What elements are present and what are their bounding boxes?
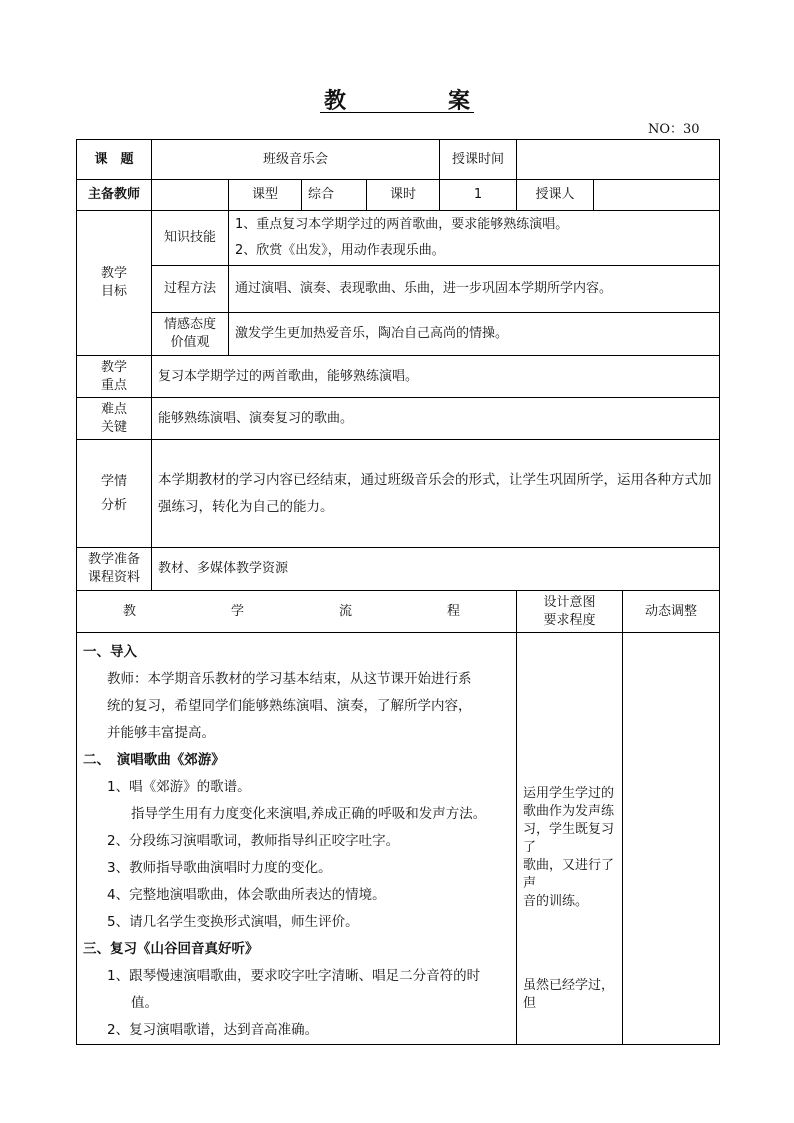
flow-item: 1、唱《郊游》的歌谱。 [107, 779, 251, 795]
flow-header-char: 学 [231, 603, 245, 619]
intent-header-line: 要求程度 [543, 612, 596, 628]
flow-header-char: 教 [123, 603, 137, 619]
knowledge-line: 2、欣赏《出发》，用动作表现乐曲。 [235, 243, 445, 258]
time-value [517, 140, 720, 180]
lesson-plan-table [76, 139, 720, 1045]
key-label-line: 重点 [100, 377, 127, 393]
prep-row [77, 548, 720, 591]
flow-header-chars [83, 603, 510, 621]
key-points-row [77, 356, 720, 398]
subject-label: 课 题 [77, 140, 152, 180]
prep-label [77, 548, 152, 591]
flow-item-cont: 值。 [131, 995, 158, 1011]
difficulty-text: 能够熟练演唱、演奏复习的歌曲。 [152, 398, 720, 440]
title-char-2: 案 [447, 88, 470, 114]
goals-label: 教学 目标 [77, 211, 152, 356]
flow-content [77, 633, 517, 1045]
flow-header-char: 程 [447, 603, 461, 619]
flow-body-row [77, 633, 720, 1045]
flow-text-line: 统的复习，希望同学们能够熟练演唱、演奏，了解所学内容， [107, 698, 472, 714]
hours-label: 课时 [367, 180, 440, 211]
knowledge-line: 1、重点复习本学期学过的两首歌曲，要求能够熟练演唱。 [235, 217, 569, 232]
difficulty-label [77, 398, 152, 440]
intent-line: 虽然已经学过，但 [523, 978, 615, 1011]
time-label: 授课时间 [440, 140, 517, 180]
header-row [77, 140, 720, 180]
document-number: NO：30 [648, 122, 700, 137]
flow-item: 4、完整地演唱歌曲，体会歌曲所表达的情境。 [107, 887, 386, 903]
flow-item: 2、复习演唱歌谱，达到音高准确。 [107, 1022, 319, 1038]
subject-value: 班级音乐会 [152, 140, 440, 180]
section-title: 二、 演唱歌曲《郊游》 [83, 752, 225, 768]
difficulty-row [77, 398, 720, 440]
flow-item: 2、分段练习演唱歌词，教师指导纠正咬字吐字。 [107, 833, 400, 849]
flow-header-row [77, 591, 720, 633]
intent-line: 运用学生学过的 [523, 786, 615, 801]
analysis-label [77, 440, 152, 548]
emotion-label-line: 情感态度 [163, 317, 216, 332]
section-title: 一、导入 [83, 644, 137, 660]
flow-text-line: 教师：本学期音乐教材的学习基本结束，从这节课开始进行系 [107, 671, 472, 687]
emotion-label-line: 价值观 [170, 335, 210, 350]
teacher-label: 主备教师 [77, 180, 152, 211]
emotion-label [152, 313, 229, 356]
hours-value: 1 [440, 180, 517, 211]
flow-header-char: 流 [339, 603, 353, 619]
prep-text: 教材、多媒体教学资源 [152, 548, 720, 591]
type-value: 综合 [302, 180, 367, 211]
knowledge-label: 知识技能 [152, 211, 229, 266]
flow-item: 3、教师指导歌曲演唱时力度的变化。 [107, 860, 332, 876]
teacher-value [152, 180, 229, 211]
intent-line: 习，学生既复习了 [523, 822, 615, 855]
knowledge-text [229, 211, 720, 266]
document-title [320, 84, 474, 113]
section-title: 三、复习《山谷回音真好听》 [83, 941, 259, 957]
goal-emotion-row [77, 313, 720, 356]
flow-text-line: 并能够丰富提高。 [107, 725, 215, 741]
intent-line: 歌曲，又进行了声 [523, 858, 615, 891]
info-row [77, 180, 720, 211]
analysis-row [77, 440, 720, 548]
flow-item: 5、请几名学生变换形式演唱，师生评价。 [107, 914, 359, 930]
type-label: 课型 [229, 180, 302, 211]
intent-content [517, 633, 623, 1045]
flow-item-sub: 指导学生用有力度变化来演唱,养成正确的呼吸和发声方法。 [131, 806, 487, 822]
goal-knowledge-row [77, 211, 720, 266]
lecturer-label: 授课人 [517, 180, 594, 211]
intent-line: 歌曲作为发声练 [523, 804, 615, 819]
adjust-content [623, 633, 720, 1045]
prep-label-line: 教学准备 [87, 552, 140, 567]
intent-line: 音的训练。 [523, 894, 589, 909]
emotion-text: 激发学生更加热爱音乐，陶冶自己高尚的情操。 [229, 313, 720, 356]
intent-header-line: 设计意图 [543, 594, 596, 610]
lecturer-value [594, 180, 720, 211]
analysis-label-line: 学情 [100, 473, 127, 489]
flow-header [77, 591, 517, 633]
intent-header [517, 591, 623, 633]
key-points-label [77, 356, 152, 398]
process-label: 过程方法 [152, 266, 229, 313]
analysis-label-line: 分析 [100, 497, 127, 513]
key-label-line: 教学 [100, 359, 127, 375]
goal-process-row [77, 266, 720, 313]
key-points-text: 复习本学期学过的两首歌曲，能够熟练演唱。 [152, 356, 720, 398]
difficulty-label-line: 关键 [100, 419, 127, 435]
difficulty-label-line: 难点 [100, 401, 127, 417]
analysis-text: 本学期教材的学习内容已经结束，通过班级音乐会的形式，让学生巩固所学，运用各种方式加强练习，转化为自己的能力。 [152, 440, 720, 548]
process-text: 通过演唱、演奏、表现歌曲、乐曲，进一步巩固本学期所学内容。 [229, 266, 720, 313]
prep-label-line: 课程资料 [87, 570, 140, 585]
title-char-1: 教 [324, 88, 347, 114]
flow-item: 1、跟琴慢速演唱歌曲，要求咬字吐字清晰、唱足二分音符的时 [107, 968, 481, 984]
adjust-header: 动态调整 [623, 591, 720, 633]
